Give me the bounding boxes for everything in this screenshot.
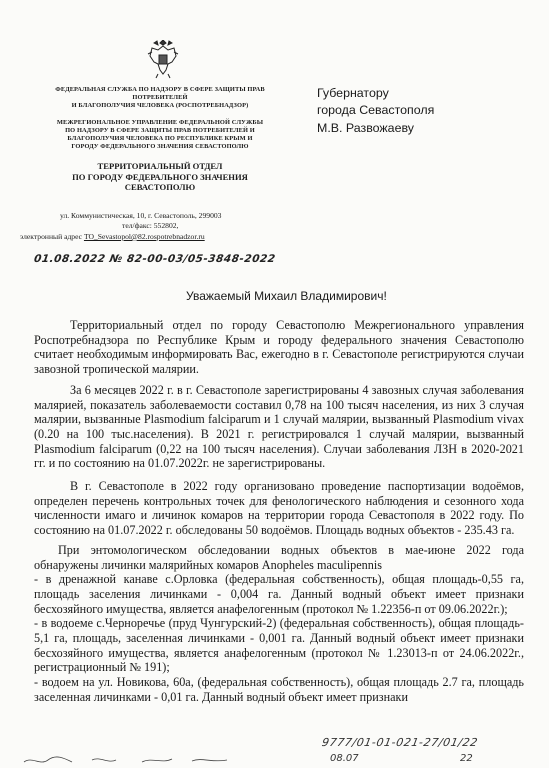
agency-name [34, 86, 286, 110]
phone-fax: тел/факс: 552802, [122, 221, 179, 231]
coat-of-arms-icon [146, 40, 180, 80]
department-name [34, 161, 286, 193]
agency-line: ФЕДЕРАЛЬНАЯ СЛУЖБА ПО НАДЗОРУ В СФЕРЕ ЗАЩИТЫ ПРАВ [55, 86, 265, 93]
list-item: - в дренажной канаве с.Орловка (федеральная собственность), общая площадь-0,55 га, площадь заселения личинками - 0,004 га. Данный водный объект имеет признаки бесхозяйного имущества, является анафелогенным (протокол № 1.22356-п от 09.06.2022г.); [34, 572, 524, 616]
registration-date: 08.07 [330, 753, 359, 764]
recipient-line: М.В. Развожаеву [317, 120, 414, 135]
street-address: ул. Коммунистическая, 10, г. Севастополь, 299003 [60, 211, 222, 220]
regional-line: МЕЖРЕГИОНАЛЬНОЕ УПРАВЛЕНИЕ ФЕДЕРАЛЬНОЙ СЛУЖБЫ [56, 119, 264, 126]
findings-intro: При энтомологическом обследовании водных объектов в мае-июне 2022 года обнаружены личинки малярийных комаров Anopheles maculipennis [34, 542, 524, 572]
body-paragraph: За 6 месяцев 2022 г. в г. Севастополе зарегистрированы 4 завозных случая заболевания малярией, показатель заболеваемости составил 0,78 на 100 тысяч населения, из них 3 случая малярии, вызванные Plasmodium falciparum и 1 случай малярии, вызванный Plasmodium vivax (0.20 на 100 тыс.населения). В 2021 г. регистрировался 1 случай малярии, вызванный Plasmodium falciparum (0,22 на 100 тысяч населения). Случаи заболевания ЛЗН в 2020-2021 гг. и по состоянию на 01.07.2022г. не зарегистрированы. [34, 382, 524, 471]
regional-line: ГОРОДУ ФЕДЕРАЛЬНОГО ЗНАЧЕНИЯ СЕВАСТОПОЛЮ [71, 143, 249, 150]
salutation: Уважаемый Михаил Владимирович! [186, 289, 387, 303]
registration-number: 9777/01-01-021-27/01/22 [320, 736, 479, 749]
recipient-line: Губернатору [317, 86, 389, 100]
agency-line: ПОТРЕБИТЕЛЕЙ [132, 94, 188, 101]
body-paragraph: В г. Севастополе в 2022 году организовано проведение паспортизации водоёмов, определен перечень контрольных точек для фенологического наблюдения и сезонного хода численности имаго и личинок комаров на территории города Севастополя в 2022 году. По состоянию на 01.07.2022 г. обследованы 50 водоёмов. Площадь водных объектов - 235.43 га. [34, 479, 524, 538]
regional-office-name [34, 119, 286, 151]
registration-stamp [0, 736, 549, 768]
agency-line: И БЛАГОПОЛУЧИЯ ЧЕЛОВЕКА (РОСПОТРЕБНАДЗОР) [71, 102, 249, 109]
letter-body [34, 318, 524, 705]
regional-line: ПО НАДЗОРУ В СФЕРЕ ЗАЩИТЫ ПРАВ ПОТРЕБИТЕЛЕЙ И [65, 127, 255, 134]
handwritten-scribble [22, 754, 232, 766]
body-paragraph: Территориальный отдел по городу Севастополю Межрегионального управления Роспотребнадзора по Республике Крым и городу федерального значения Севастополю считает необходимым информировать Вас, ежегодно в г. Севастополе регистрируются случаи завозной тропической малярии. [34, 318, 524, 377]
list-item: - водоем на ул. Новикова, 60а, (федеральная собственность), общая площадь 2.7 га, площадь заселенная личинками - 0,01 га. Данный водный объект имеет признаки [34, 675, 524, 704]
sender-address-block [20, 211, 222, 242]
email-line [20, 232, 221, 242]
email-label: электронный адрес [20, 231, 83, 241]
recipient-block [317, 85, 434, 137]
recipient-line: города Севастополя [317, 103, 435, 118]
department-line: СЕВАСТОПОЛЮ [124, 182, 196, 193]
department-line: ТЕРРИТОРИАЛЬНЫЙ ОТДЕЛ [97, 161, 223, 171]
department-line: ПО ГОРОДУ ФЕДЕРАЛЬНОГО ЗНАЧЕНИЯ [72, 171, 248, 182]
registration-year: 22 [460, 753, 473, 764]
sender-header [34, 86, 286, 193]
outgoing-reference-handwritten: 01.08.2022 № 82-00-03/05-3848-2022 [33, 253, 277, 265]
list-item: - в водоеме с.Черноречье (пруд Чунгурский-2) (федеральная собственность), общая площадь- 5,1 га, площадь, заселенная личинками - 0,001 га. Данный водный объект имеет признаки бесхозяйного имущества, является анафелогенным (протокол № 1.23013-п от 24.06.2022г., регистрационный № 191); [34, 616, 524, 675]
email-link[interactable]: TO_Sevastopol@82.rospotrebnadzor.ru [83, 231, 205, 241]
regional-line: БЛАГОПОЛУЧИЯ ЧЕЛОВЕКА ПО РЕСПУБЛИКЕ КРЫМ И [67, 135, 253, 142]
